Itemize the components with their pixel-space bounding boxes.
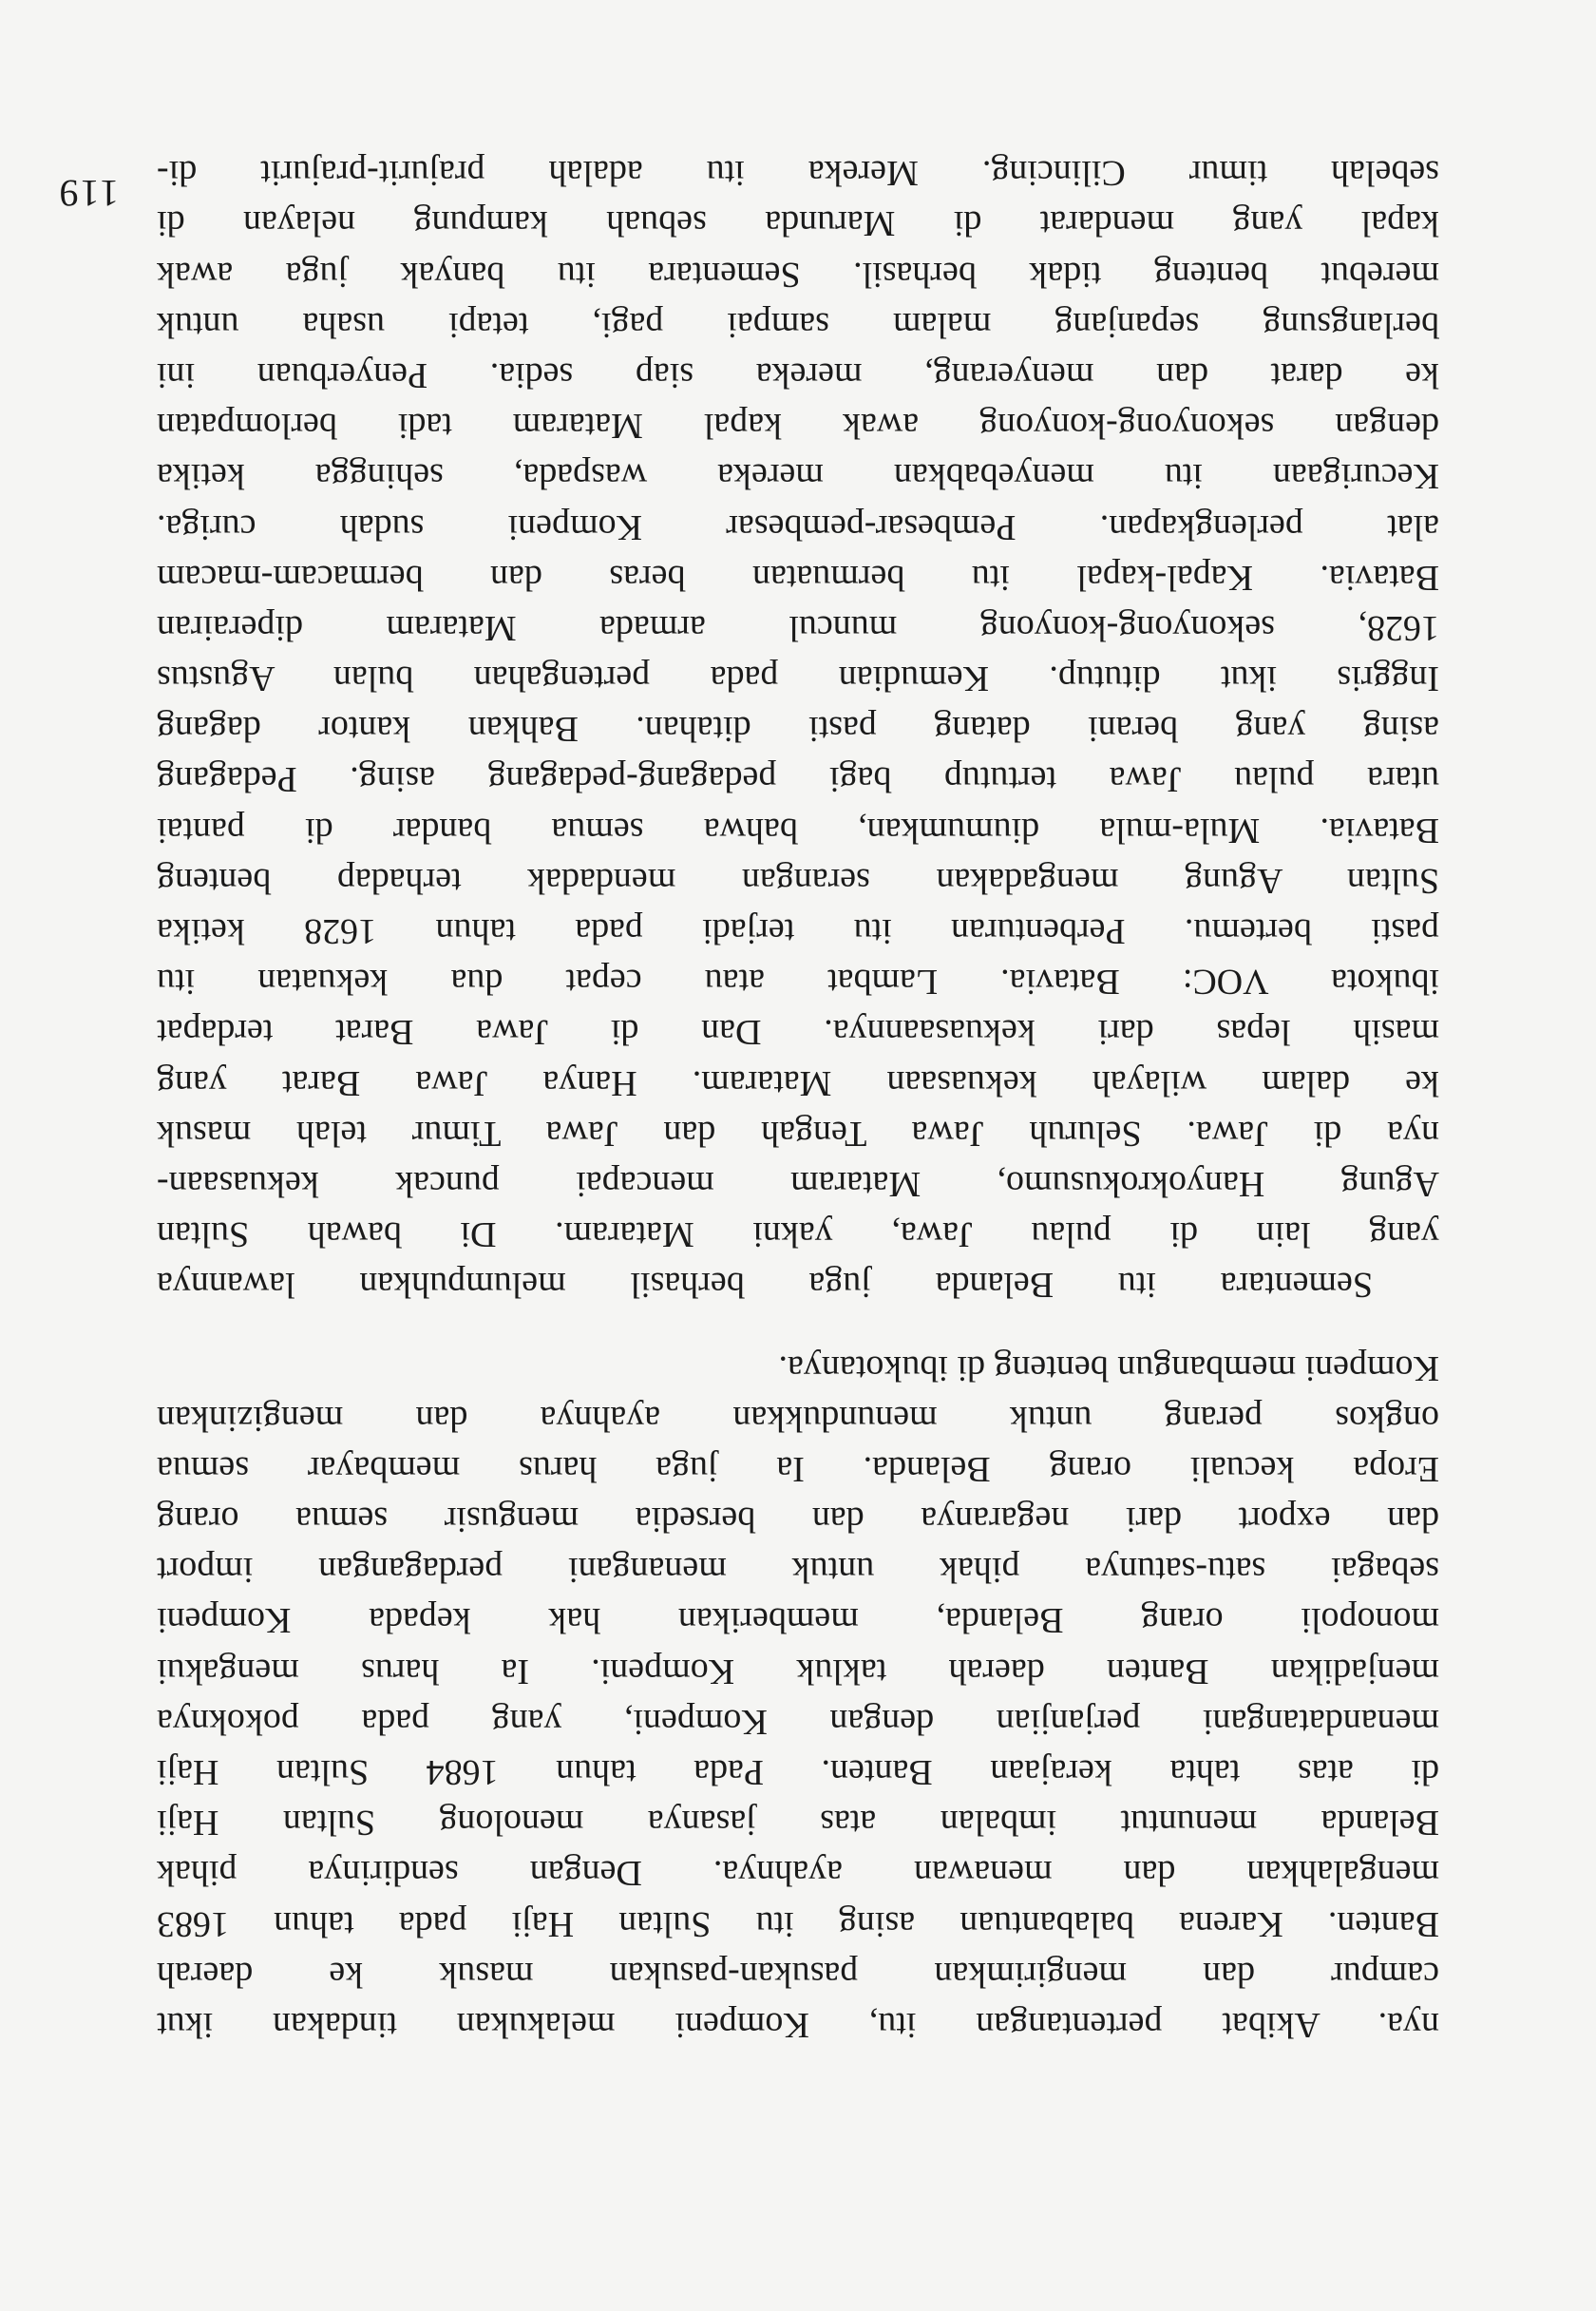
text-line: merebut benteng tidak berhasil. Sementara itu banyak juga awak bbox=[157, 254, 1439, 295]
page-number: 119 bbox=[57, 172, 119, 215]
text-line: Inggris ikut ditutup. Kemudian pada pertengahan bulan Agustus bbox=[157, 659, 1439, 699]
text-line: Sultan Agung mengadakan serangan mendadak terhadap benteng bbox=[157, 860, 1439, 901]
text-line: yang lain di pulau Jawa, yakni Mataram. Di bawah Sultan bbox=[157, 1214, 1439, 1255]
text-line: ongkos perang untuk menundukkan ayahnya dan mengizinkan bbox=[157, 1398, 1439, 1439]
text-line: nya di Jawa. Seluruh Jawa Tengah dan Jawa Timur telah masuk bbox=[157, 1113, 1439, 1154]
text-line: kapal yang mendarat di Marunda sebuah kampung nelayan di bbox=[157, 203, 1439, 244]
text-line: menandatangani perjanjian dengan Kompeni, yang pada pokoknya bbox=[157, 1701, 1439, 1742]
text-line: di atas tahta kerajaan Banten. Pada tahun 1684 Sultan Haji bbox=[157, 1752, 1439, 1793]
text-line: asing yang berani datang pasti ditahan. Bahkan kantor dagang bbox=[157, 709, 1439, 750]
paragraph-2 bbox=[157, 147, 1439, 1309]
text-line: nya. Akibat pertentangan itu, Kompeni melakukan tindakan ikut bbox=[157, 2005, 1439, 2045]
text-line: Kompeni membangun benteng di ibukotanya. bbox=[778, 1347, 1439, 1388]
body-text bbox=[157, 147, 1439, 2050]
text-line: Eropa kecuali orang Belanda. Ia juga harus membayar semua bbox=[157, 1448, 1439, 1489]
text-line: masih lepas dari kekuasaannya. Dan di Jawa Barat terdapat bbox=[157, 1012, 1439, 1053]
text-line: Kecurigaan itu menyebabkan mereka waspada, sehingga ketika bbox=[157, 456, 1439, 497]
paragraph-1 bbox=[157, 1342, 1439, 2050]
text-line: sebagai satu-satunya pihak untuk menangani perdagangan import bbox=[157, 1550, 1439, 1591]
text-line: berlangsung sepanjang malam sampai pagi, tetapi usaha untuk bbox=[157, 304, 1439, 345]
text-line: pasti bertemu. Perbenturan itu terjadi pada tahun 1628 ketika bbox=[157, 911, 1439, 952]
text-line: Agung Hanyokrokusumo, Mataram mencapai puncak kekuasaan- bbox=[157, 1164, 1439, 1204]
text-line: dan export dari negaranya dan bersedia mengusir semua orang bbox=[157, 1499, 1439, 1540]
text-line: sebelah timur Cilincing. Mereka itu adalah prajurit-prajurit di- bbox=[157, 153, 1439, 194]
text-line: utara pulau Jawa tertutup bagi pedagang-pedagang asing. Pedagang bbox=[157, 759, 1439, 800]
text-line: ke darat dan menyerang, mereka siap sedia. Penyerbuan ini bbox=[157, 355, 1439, 395]
text-line: campur dan mengirimkan pasukan-pasukan masuk ke daerah bbox=[157, 1954, 1439, 1995]
text-line: monopoli orang Belanda, memberikan hak kepada Kompeni bbox=[157, 1600, 1439, 1641]
text-line: alat perlengkapan. Pembesar-pembesar Kompeni sudah curiga. bbox=[157, 506, 1439, 547]
text-line: Belanda menuntut imbalan atas jasanya menolong Sultan Haji bbox=[157, 1803, 1439, 1843]
text-line: 1628, sekonyong-konyong muncul armada Mataram diperairan bbox=[157, 607, 1439, 648]
text-line: Sementara itu Belanda juga berhasil melumpuhkan lawannya bbox=[157, 1265, 1373, 1306]
text-line: mengalahkan dan menawan ayahnya. Dengan sendirinya pihak bbox=[157, 1853, 1439, 1894]
text-line: Batavia. Mula-mula diumumkan, bahwa semua bandar di pantai bbox=[157, 810, 1439, 850]
text-line: Batavia. Kapal-kapal itu bermuatan beras dan bermacam-macam bbox=[157, 557, 1439, 598]
text-line: ibukota VOC: Batavia. Lambat atau cepat dua kekuatan itu bbox=[157, 962, 1439, 1003]
text-line: dengan sekonyong-konyong awak kapal Mataram tadi berlompatan bbox=[157, 406, 1439, 447]
text-line: ke dalam wilayah kekuasaan Mataram. Hanya Jawa Barat yang bbox=[157, 1062, 1439, 1103]
text-line: menjadikan Banten daerah takluk Kompeni. Ia harus mengakui bbox=[157, 1651, 1439, 1691]
text-line: Banten. Karena balabantuan asing itu Sultan Haji pada tahun 1683 bbox=[157, 1903, 1439, 1944]
